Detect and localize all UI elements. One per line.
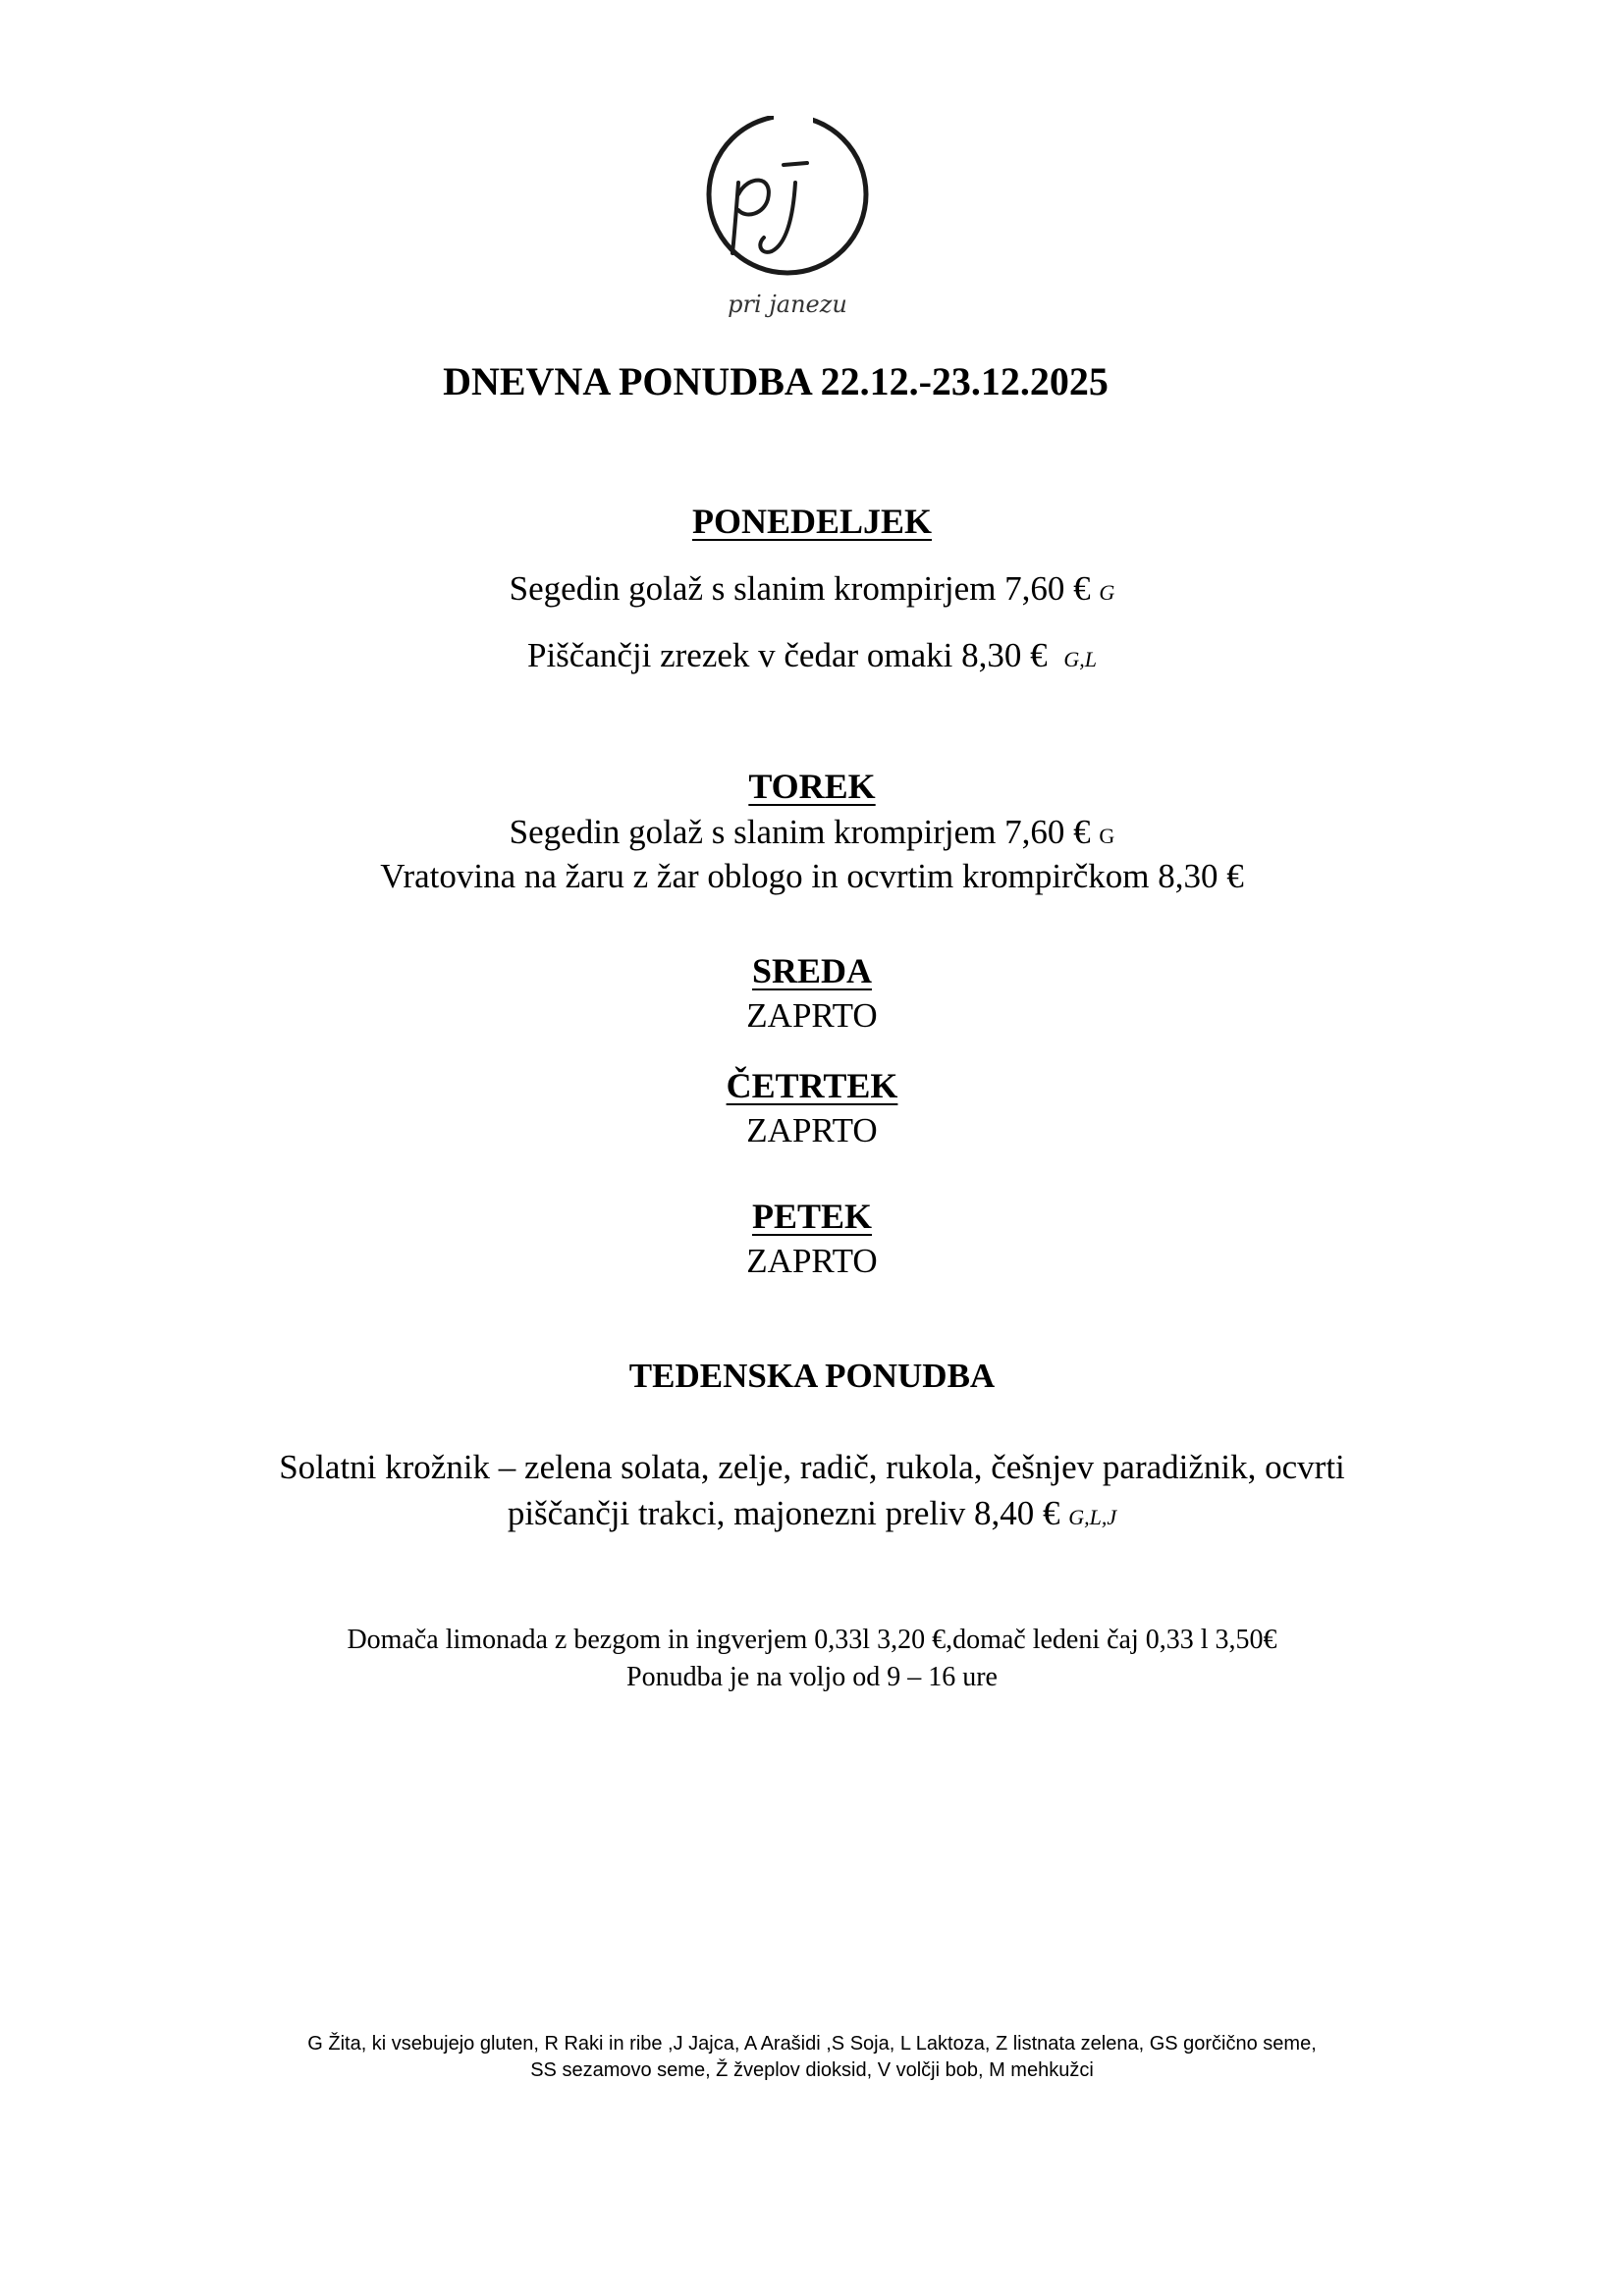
day-heading-friday: PETEK [751, 1197, 873, 1236]
day-heading-thursday: ČETRTEK [726, 1066, 898, 1105]
menu-item-text: Piščančji zrezek v čedar omaki 8,30 € [526, 636, 1048, 674]
restaurant-logo [677, 116, 893, 327]
menu-item-text: Segedin golaž s slanim krompirjem 7,60 € [509, 569, 1091, 608]
menu-item [0, 569, 1624, 609]
menu-title: DNEVNA PONUDBA 22.12.-23.12.2025 [443, 359, 1109, 403]
drinks-line: Domača limonada z bezgom in ingverjem 0,33l 3,20 €,domač ledeni čaj 0,33 l 3,50€ [347, 1625, 1277, 1655]
weekly-offer-line: Solatni krožnik – zelena solata, zelje, radič, rukola, češnjev paradižnik, ocvrti [279, 1448, 1345, 1486]
closed-status: ZAPRTO [746, 1242, 878, 1280]
allergen-legend-line: SS sezamovo seme, Ž žveplov dioksid, V volčji bob, M mehkužci [530, 2059, 1094, 2081]
allergen-codes: G,L,J [1068, 1505, 1117, 1529]
allergen-codes: G [1099, 824, 1115, 848]
allergen-legend-line: G Žita, ki vsebujejo gluten, R Raki in ribe ,J Jajca, A Arašidi ,S Soja, L Laktoza, Z listnata zelena, GS gorčično seme, [307, 2033, 1317, 2055]
closed-status: ZAPRTO [746, 1111, 878, 1149]
menu-item [0, 813, 1624, 852]
availability-hours: Ponudba je na voljo od 9 – 16 ure [626, 1662, 998, 1692]
weekly-offer-line [0, 1494, 1624, 1533]
day-heading-tuesday: TOREK [748, 767, 876, 806]
menu-item [0, 636, 1624, 675]
closed-status: ZAPRTO [746, 996, 878, 1035]
menu-item-text: Vratovina na žaru z žar oblogo in ocvrtim krompirčkom 8,30 € [380, 857, 1244, 895]
weekly-offer-heading: TEDENSKA PONUDBA [628, 1357, 996, 1395]
day-heading-monday: PONEDELJEK [691, 502, 933, 541]
allergen-codes: G [1099, 580, 1115, 605]
svg-text:pri janezu: pri janezu [728, 291, 847, 318]
menu-item-text: Segedin golaž s slanim krompirjem 7,60 € [509, 813, 1091, 851]
menu-item [0, 857, 1624, 896]
allergen-codes: G,L [1063, 647, 1098, 671]
day-heading-wednesday: SREDA [751, 951, 873, 990]
weekly-offer-text: piščančji trakci, majonezni preliv 8,40 € [507, 1494, 1060, 1532]
